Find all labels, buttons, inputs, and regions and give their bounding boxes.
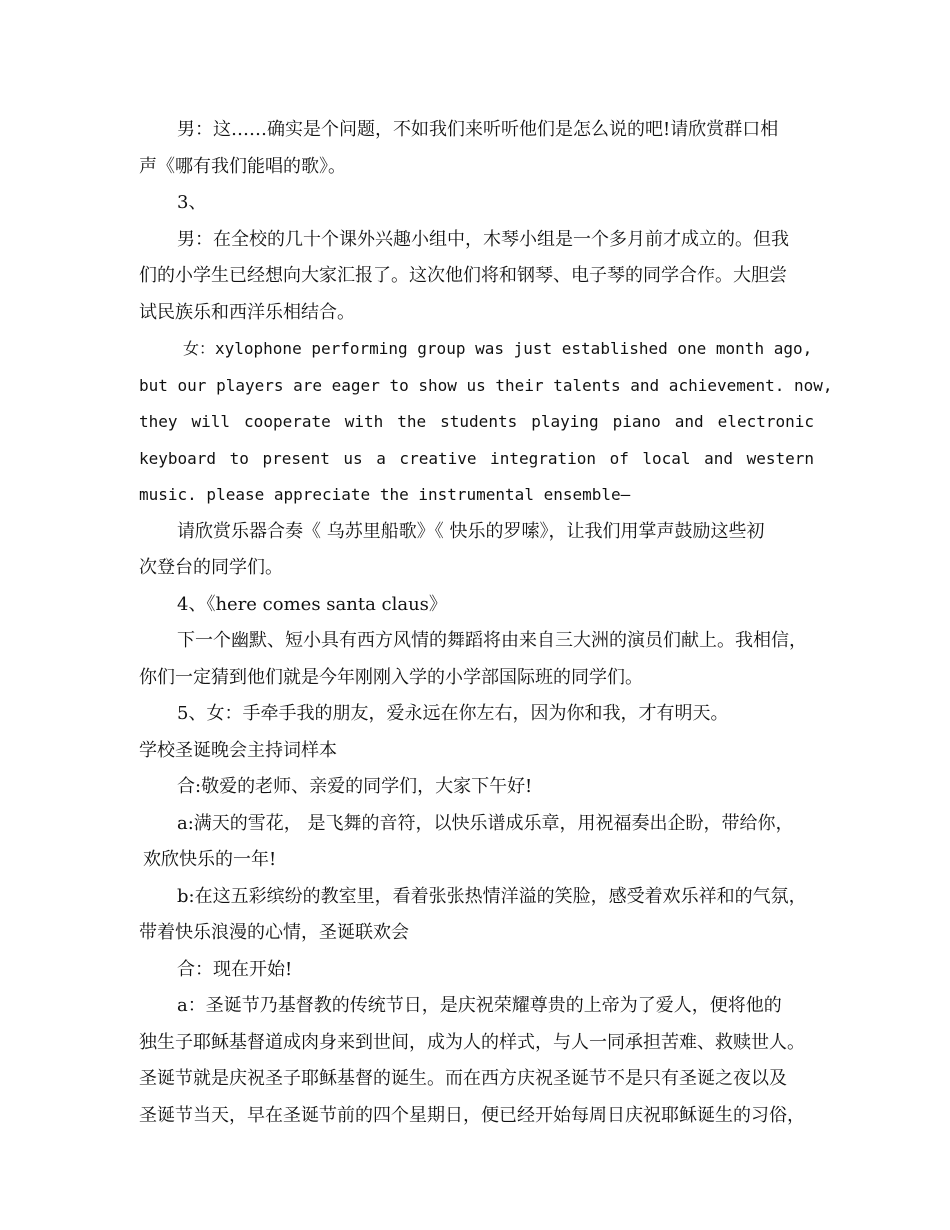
document-body bbox=[139, 112, 833, 1134]
paragraph-line: 5、女：手牵手我的朋友，爱永远在你左右，因为你和我，才有明天。 bbox=[177, 703, 729, 724]
paragraph-line: 合:敬爱的老师、亲爱的同学们，大家下午好! bbox=[177, 776, 533, 797]
paragraph-line: 圣诞节就是庆祝圣子耶稣基督的诞生。而在西方庆祝圣诞节不是只有圣诞之夜以及 bbox=[139, 1068, 787, 1089]
english-line: 女：xylophone performing group was just established one month ago, bbox=[183, 339, 813, 358]
paragraph-line: 试民族乐和西洋乐相结合。 bbox=[139, 301, 355, 323]
english-line: keyboard to present us a creative integration of local and western bbox=[139, 448, 814, 468]
paragraph-line: 男：在全校的几十个课外兴趣小组中，木琴小组是一个多月前才成立的。但我 bbox=[177, 228, 789, 250]
paragraph-line: 下一个幽默、短小具有西方风情的舞蹈将由来自三大洲的演员们献上。我相信， bbox=[177, 630, 807, 651]
paragraph-line: 次登台的同学们。 bbox=[139, 557, 283, 578]
paragraph-line: 声《哪有我们能唱的歌》。 bbox=[139, 155, 346, 177]
paragraph-line: 带着快乐浪漫的心情，圣诞联欢会 bbox=[139, 922, 409, 943]
paragraph-line: 请欣赏乐器合奏《 乌苏里船歌》《 快乐的罗嗦》，让我们用掌声鼓励这些初 bbox=[177, 520, 765, 542]
paragraph-line: a：圣诞节乃基督教的传统节日，是庆祝荣耀尊贵的上帝为了爱人，便将他的 bbox=[177, 995, 782, 1016]
paragraph-line: a:满天的雪花， 是飞舞的音符，以快乐谱成乐章，用祝福奏出企盼，带给你， bbox=[177, 812, 794, 834]
paragraph-line: 你们一定猜到他们就是今年刚刚入学的小学部国际班的同学们。 bbox=[139, 666, 643, 688]
section-heading: 4、《here comes santa claus》 bbox=[177, 593, 447, 615]
document-title: 学校圣诞晚会主持词样本 bbox=[139, 739, 337, 761]
english-line: but our players are eager to show us their talents and achievement. now, bbox=[139, 375, 833, 395]
paragraph-line: 独生子耶稣基督道成肉身来到世间，成为人的样式，与人一同承担苦难、救赎世人。 bbox=[139, 1031, 805, 1053]
english-line: music. please appreciate the instrumental ensemble— bbox=[139, 485, 631, 504]
english-line: they will cooperate with the students playing piano and electronic bbox=[139, 412, 814, 431]
paragraph-line: 圣诞节当天，早在圣诞节前的四个星期日，便已经开始每周日庆祝耶稣诞生的习俗， bbox=[139, 1104, 805, 1126]
paragraph-line: 男：这……确实是个问题，不如我们来听听他们是怎么说的吧!请欣赏群口相 bbox=[177, 119, 779, 140]
paragraph-line: 们的小学生已经想向大家汇报了。这次他们将和钢琴、电子琴的同学合作。大胆尝 bbox=[139, 265, 787, 286]
paragraph-line: 合：现在开始! bbox=[177, 958, 293, 980]
paragraph-line: 欢欣快乐的一年! bbox=[143, 849, 277, 870]
paragraph-line: b:在这五彩缤纷的教室里，看着张张热情洋溢的笑脸，感受着欢乐祥和的气氛， bbox=[177, 885, 807, 907]
section-number: 3、 bbox=[177, 192, 207, 213]
